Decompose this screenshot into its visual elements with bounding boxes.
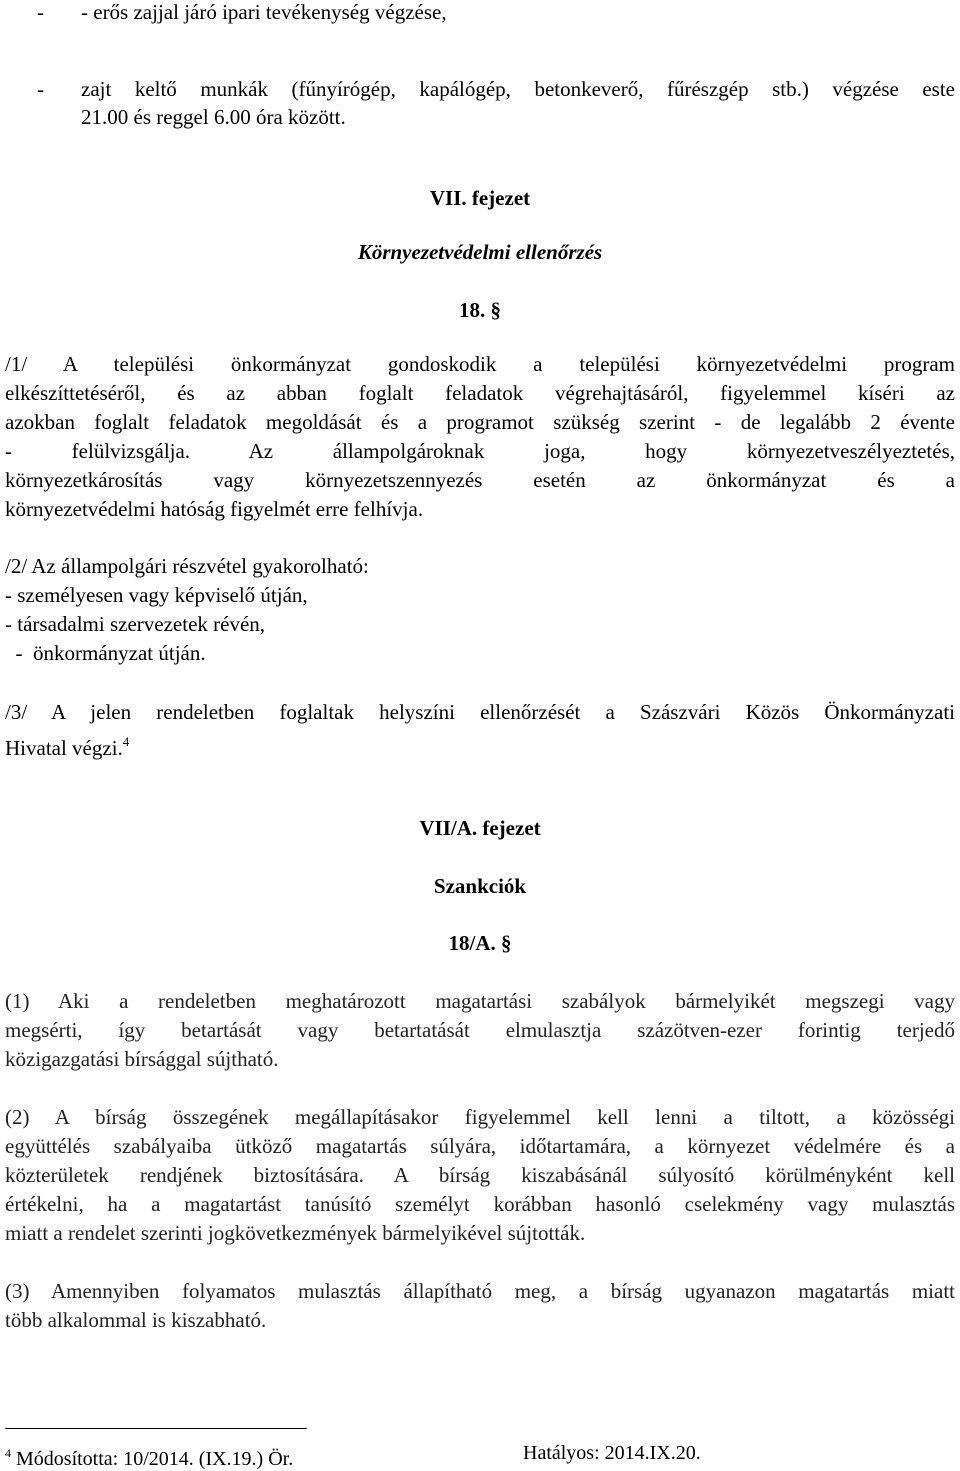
list-item-text: zajt keltő munkák (fűnyírógép, kapálógép, betonkeverő, fűrészgép stb.) végzése este [81,77,955,101]
paragraph-2: /2/ Az állampolgári részvétel gyakorolható: - személyesen vagy képviselő útján, - társadalmi szervezetek révén, - önkormányzat útján. [5,554,369,665]
footnote-effective-date: Hatályos: 2014.IX.20. [523,1442,701,1464]
paragraph-1: /1/ A települési önkormányzat gondoskodik a települési környezetvédelmi program elkészíttetéséről, és az abban foglalt feladatok végrehajtásáról, figyelemmel kíséri az azokban foglalt feladatok megoldását és a programot szükség szerint - de legalább 2 évente - felülvizsgálja. Az állampolgároknak joga, hogy környezetveszélyeztetés, környezetkárosítás vagy környezetszennyezés esetén az önkormányzat és a környezetvédelmi hatóság figyelmét erre felhívja. [5,352,955,521]
section-number: 18/A. § [448,931,512,955]
footnote-separator [5,1428,307,1429]
list-item-text: 21.00 és reggel 6.00 óra között. [81,105,346,129]
chapter-heading: VII. fejezet [429,186,531,210]
document-page [5,0,955,1470]
chapter-subtitle: Szankciók [433,874,527,898]
chapter-heading: VII/A. fejezet [419,816,541,840]
list-item-text: - erős zajjal járó ipari tevékenység végzése, [81,0,447,24]
paragraph-3: /3/ A jelen rendeletben foglaltak helyszíni ellenőrzését a Szászvári Közös Önkormányzati Hivatal végzi.$^4$ [5,700,955,760]
sanction-paragraph-3: (3) Amennyiben folyamatos mulasztás állapítható meg, a bírság ugyanazon magatartás miatt több alkalommal is kiszabható. [5,1279,955,1332]
footnote-number: 4 [5,1446,11,1460]
list-dash: - [37,77,44,101]
chapter-subtitle: Környezetvédelmi ellenőrzés [357,240,603,264]
list-dash: - [37,0,44,24]
sanction-paragraph-2: (2) A bírság összegének megállapításakor figyelemmel kell lenni a tiltott, a közösségi együttélés szabályaiba ütköző magatartás súlyára, időtartamára, a környezet védelmére és a közterületek rendjének biztosítására. A bírság kiszabásánál súlyosító körülményként kell értékelni, ha a magatartást tanúsító személyt korábban hasonló cselekmény vagy mulasztás miatt a rendelet szerinti jogkövetkezmények bármelyikével sújtották. [5,1105,955,1245]
footnote-reference[interactable]: 4 [122,734,130,749]
sanction-paragraph-1: (1) Aki a rendeletben meghatározott magatartási szabályok bármelyikét megszegi vagy megsérti, így betartását vagy betartatását elmulasztja százötven-ezer forintig terjedő közigazgatási bírsággal sújtható. [5,989,955,1071]
footnote-text: Módosította: 10/2014. (IX.19.) Ör. [16,1448,294,1470]
section-number: 18. § [459,298,501,322]
